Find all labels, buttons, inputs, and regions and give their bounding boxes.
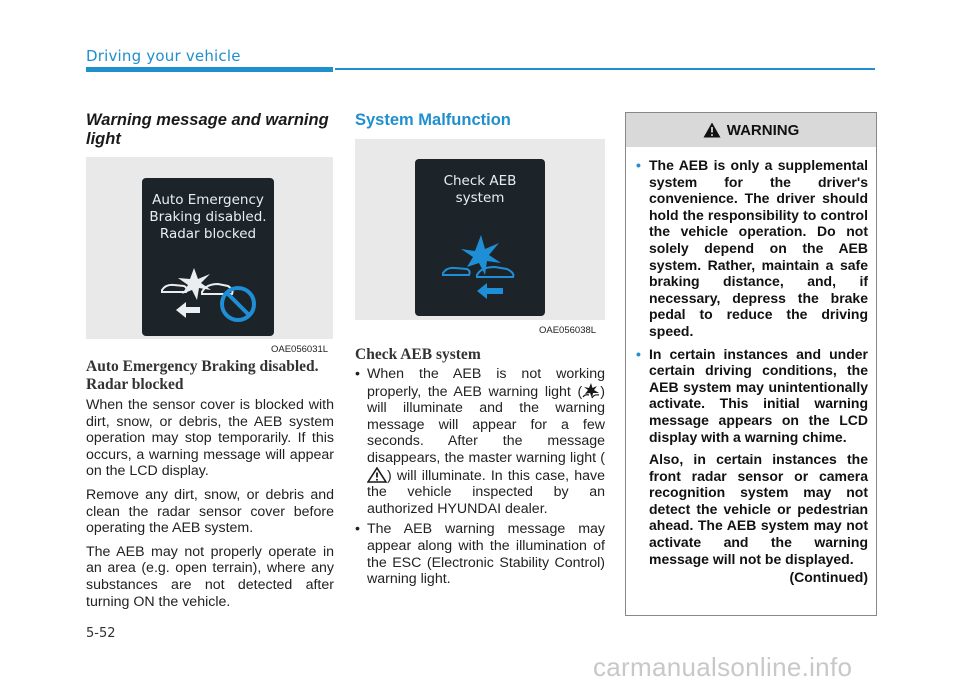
left-subheading-line: Radar blocked bbox=[86, 376, 184, 393]
left-subheading-line: Auto Emergency Braking disabled. bbox=[86, 358, 319, 375]
middle-heading: System Malfunction bbox=[355, 111, 511, 129]
warning-bullet: • In certain instances and under certain driving conditions, the AEB system may unintentionally activate. This initial warning message appears on the LCD display with a warning chime. bbox=[636, 346, 868, 446]
header-rule-thick bbox=[86, 67, 333, 72]
aeb-warning-light-icon bbox=[437, 231, 527, 301]
section-title: Driving your vehicle bbox=[86, 47, 241, 65]
page-number: 5-52 bbox=[86, 626, 116, 641]
warning-title: WARNING bbox=[726, 121, 800, 139]
left-body bbox=[86, 397, 334, 617]
watermark: carmanualsonline.info bbox=[593, 652, 853, 682]
lcd-line: Auto Emergency bbox=[152, 192, 264, 208]
bullet-item bbox=[355, 366, 605, 517]
bullet-text: When the AEB is not working properly, the AEB warning light ( bbox=[367, 366, 605, 400]
aeb-collision-icon bbox=[156, 262, 266, 326]
master-warning-triangle-icon bbox=[367, 467, 387, 483]
lcd-message bbox=[415, 173, 545, 207]
warning-header bbox=[626, 113, 876, 147]
lcd-screen bbox=[142, 178, 274, 336]
paragraph: Remove any dirt, snow, or debris and clean the radar sensor cover before operating the AEB system. bbox=[86, 486, 334, 537]
bullet-text: ) will illuminate and the warning message will appear for a few seconds. After the message disappears, the master warning light ( bbox=[367, 383, 605, 466]
middle-subheading: Check AEB system bbox=[355, 346, 481, 363]
warning-paragraph: Also, in certain instances the front radar sensor or camera recognition system may not detect the vehicle or pedestrian ahead. The AEB system may not activate and the warning message will not be displayed. bbox=[649, 451, 868, 567]
warning-triangle-icon bbox=[703, 122, 721, 138]
figure-caption: OAE056038L bbox=[539, 325, 597, 336]
figure-check-aeb bbox=[355, 139, 605, 336]
figure-radar-blocked bbox=[86, 157, 333, 355]
figure-caption: OAE056031L bbox=[271, 344, 329, 355]
lcd-line: Check AEB bbox=[443, 173, 517, 189]
aeb-warning-light-icon bbox=[582, 383, 600, 399]
bullet-item: • The AEB warning message may appear along with the illumination of the ESC (Electronic Stability Control) warning light. bbox=[355, 521, 605, 587]
warning-box bbox=[625, 112, 877, 616]
lcd-message bbox=[142, 192, 274, 243]
warning-bullet: • The AEB is only a supplemental system for the driver's convenience. The driver should hold the responsibility to control the vehicle operation. Do not solely depend on the AEB system. Rather, maintain a safe braking distance, and, if necessary, depress the brake pedal to reduce the driving speed. bbox=[636, 157, 868, 340]
left-subheading bbox=[86, 358, 336, 394]
left-heading: Warning message and warning light bbox=[86, 111, 329, 148]
continued-label: (Continued) bbox=[789, 569, 868, 586]
middle-body bbox=[355, 366, 605, 592]
bullet-text: ) will illuminate. In this case, have the vehicle inspected by an authorized HYUNDAI dealer. bbox=[367, 467, 605, 517]
lcd-line: Braking disabled. bbox=[149, 209, 267, 225]
lcd-line: Radar blocked bbox=[159, 226, 257, 242]
lcd-screen bbox=[415, 159, 545, 316]
paragraph: The AEB may not properly operate in an area (e.g. open terrain), where any substances are not detected after turning ON the vehicle. bbox=[86, 543, 334, 610]
lcd-line: system bbox=[455, 190, 505, 206]
header-rule-thin bbox=[335, 68, 875, 70]
warning-body bbox=[636, 157, 868, 586]
paragraph: When the sensor cover is blocked with dirt, snow, or debris, the AEB system operation may stop temporarily. If this occurs, a warning message will appear on the LCD display. bbox=[86, 397, 334, 480]
